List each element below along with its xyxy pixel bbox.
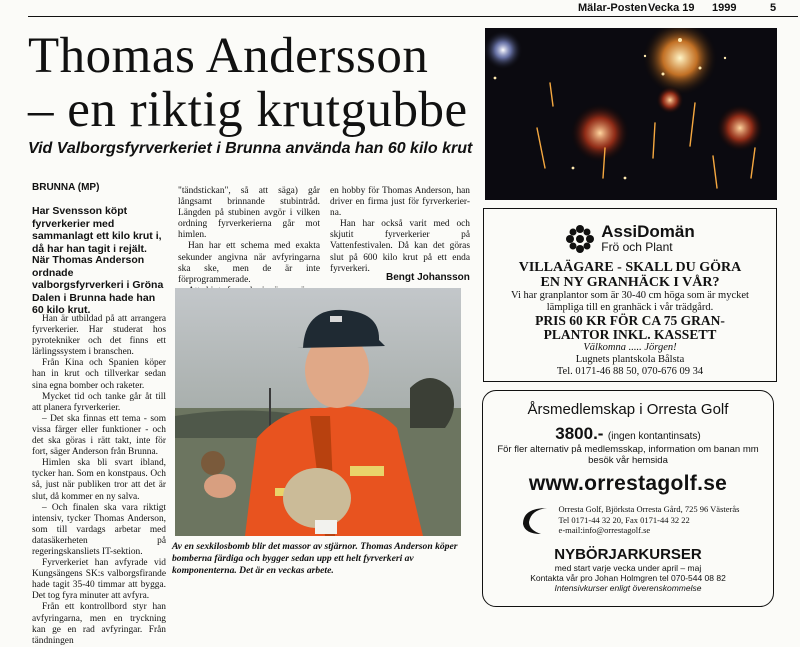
headline-line-1: Thomas Andersson [28, 28, 429, 84]
lead-paragraph-2: När Thomas Anderson ordnade valborgsfyrverkeri i Gröna Dalen i Brunna hade han 60 kilo krut. [32, 254, 164, 317]
photo-caption: Av en sexkilosbomb blir det massor av stjärnor. Thomas Anderson köper bomberna färdiga och bygger sedan upp ett helt fyrverkeri av komponenterna. Det är en veckas arbete. [172, 541, 458, 576]
issue-year: 1999 [712, 2, 737, 14]
body-paragraph: Från ett kontrollbord styr han avfyringarna, men en tryckning kan ge en rad avfyringar. Från tändningen [32, 602, 166, 646]
assidoman-brand-sub: Frö och Plant [601, 240, 673, 254]
body-paragraph: Han har ett schema med exakta sekunder angivna när avfyringarna ska ske, men de är inte förprogrammerade. [178, 241, 320, 285]
headline-line-2: – en riktig krutgubbe [28, 82, 468, 138]
dateline: BRUNNA (MP) [32, 182, 100, 193]
golf-price: 3800.- [555, 424, 604, 443]
ad-company: Lugnets plantskola Bålsta [575, 354, 685, 365]
assidoman-advert [483, 208, 777, 382]
body-paragraph: – Det ska finnas ett tema - som vissa färger eller funktioner - och det ska göras i rätt takt, inte för fort, säger Anderson från Brunna. [32, 413, 166, 458]
subheadline: Vid Valborgsfyrverkeriet i Brunna använda han 60 kilo krut [28, 140, 473, 157]
golf-info-line-2: besök vår hemsida [588, 455, 668, 466]
ad-headline-line-2: EN NY GRANHÄCK I VÅR? [540, 275, 720, 290]
body-paragraph: Himlen ska bli svart ibland, tycker han. Som en konstpaus. Och så, just när publiken tror att det är slut, då kommer en ny salva. [32, 458, 166, 502]
ad-body-line-2: lämpliga till en granhäck i vår trädgård. [546, 302, 714, 313]
golf-website: www.orrestagolf.se [528, 472, 728, 495]
page-number: 5 [770, 2, 777, 14]
golf-email: e-mail:info@orrestagolf.se [558, 525, 651, 536]
flower-logo-icon [565, 224, 595, 254]
article-column-2 [178, 186, 320, 297]
man-with-bomb-photo [175, 288, 461, 536]
assidoman-brand: AssiDomän [601, 222, 695, 241]
body-paragraph: Fyrverkeriet han avfyrade vid Kungsängens SK:s valborgsfirande hade tagit 35-40 timmar att bygga. Det tog fyra minuter att avfyra. [32, 558, 166, 602]
body-paragraph: Han har också varit med och skjutit fyrverkerier på Vattenfestivalen. Då kan det göras slut på 600 kilo krut på ett enda fyrverkeri. [330, 219, 470, 274]
lead-paragraph-1: Har Svensson köpt fyrverkerier med sammanlagt ett kilo krut i, då har han tagit i rejält. [32, 205, 162, 255]
course-line-1: med start varje vecka under april – maj [554, 563, 702, 573]
ad-headline-line-1: VILLAÄGARE - SKALL DU GÖRA [518, 260, 742, 275]
ad-price-line-1: PRIS 60 KR FÖR CA 75 GRAN- [535, 313, 725, 328]
orresta-golf-advert [482, 390, 774, 607]
body-paragraph: Mycket tid och tanke går åt till att planera fyrverkerier. [32, 391, 166, 413]
orresta-swoosh-logo-icon [517, 502, 553, 538]
body-paragraph: en hobby för Thomas Anderson, han driver en firma just för fyrverkerier-na. [330, 186, 470, 219]
golf-address: Orresta Golf, Björksta Orresta Gård, 725 96 Västerås [558, 504, 740, 515]
body-paragraph: Från Kina och Spanien köper han in krut och tillverkar sedan sina egna bomber och raketer. [32, 358, 166, 391]
header-rule [28, 16, 798, 17]
golf-heading: Årsmedlemskap i Orresta Golf [527, 401, 729, 418]
golf-info-line-1: För fler alternativ på medlemsskap, information om banan mm [497, 444, 759, 455]
body-paragraph: "tändstickan", så att säga) går långsamt brinnande stubintråd. Längden på stubinen avgör i vilken ordning fyrverkerierna går mot himlen. [178, 186, 320, 241]
golf-tel: Tel 0171-44 32 20, Fax 0171-44 32 22 [558, 514, 690, 525]
fireworks-photo [485, 28, 777, 200]
fireworks-image [485, 28, 777, 200]
body-paragraph: Han är utbildad på att arrangera fyrverkerier. Har studerat hos pyrotekniker och det finns ett lärlingssystem i branschen. [32, 314, 166, 358]
ad-welcome: Välkomna ..... Jörgen! [583, 342, 677, 353]
course-heading: NYBÖRJARKURSER [554, 546, 702, 563]
course-line-2: Kontakta vår pro Johan Holmgren tel 070-544 08 82 [530, 573, 726, 583]
article-column-3 [330, 186, 470, 275]
assidoman-logo [484, 223, 776, 254]
body-paragraph: – Och finalen ska vara riktigt intensiv, tycker Thomas Anderson, som till vardags arbetar med datasäkerheten på regeringskansliets IT-sektion. [32, 502, 166, 557]
issue-week: Vecka 19 [648, 2, 695, 14]
ad-price-line-2: PLANTOR INKL. KASSETT [543, 327, 717, 342]
golf-price-note: (ingen kontantinsats) [607, 431, 701, 442]
ad-body-line-1: Vi har granplantor som är 30-40 cm höga som är mycket [511, 290, 749, 301]
article-column-1 [32, 314, 166, 647]
ad-phone: Tel. 0171-46 88 50, 070-676 09 34 [556, 366, 704, 377]
man-image [175, 288, 461, 536]
byline: Bengt Johansson [386, 272, 470, 283]
newspaper-name: Mälar-Posten [578, 2, 648, 14]
course-line-3: Intensivkurser enligt överenskommelse [554, 583, 702, 593]
